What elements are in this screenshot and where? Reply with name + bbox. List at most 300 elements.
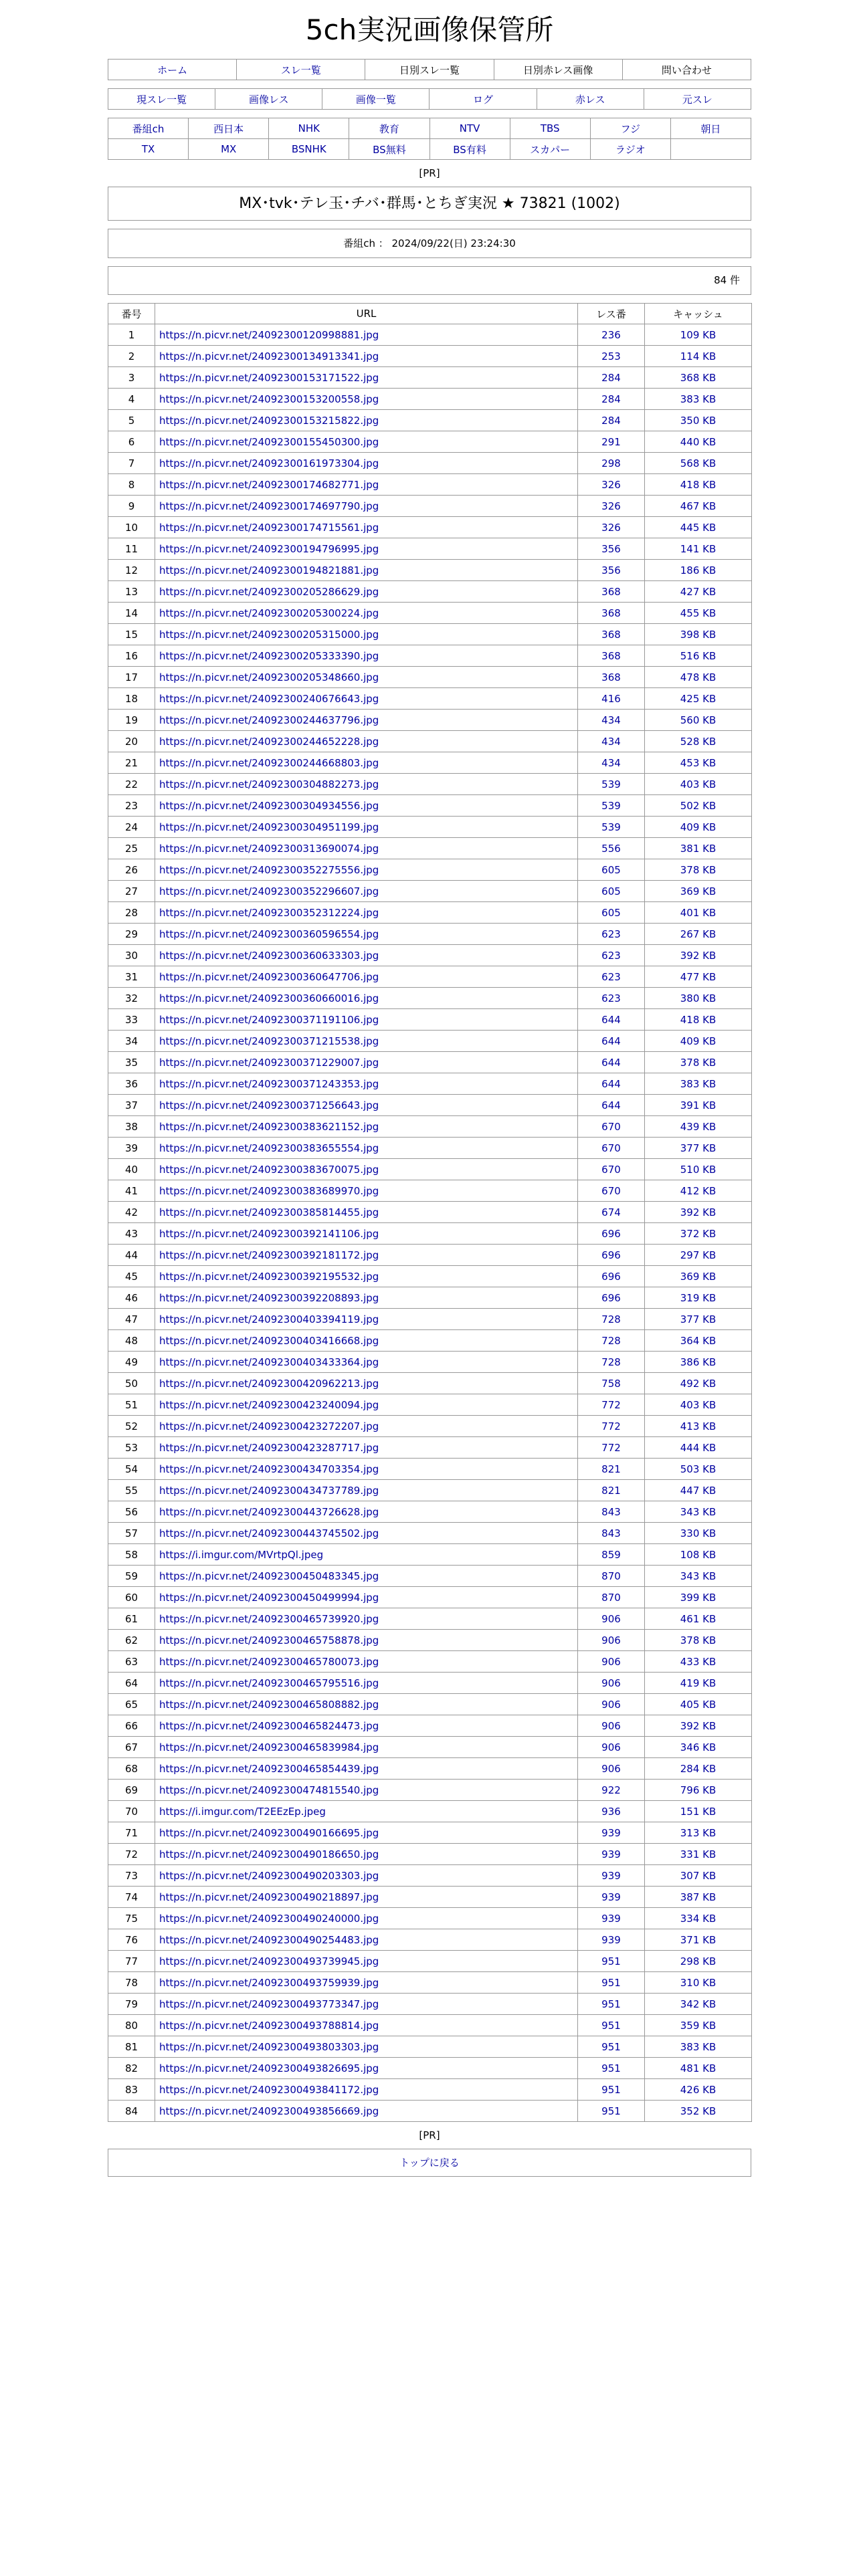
image-url-link[interactable]: https://n.picvr.net/24092300493759939.jpg <box>159 1976 379 1989</box>
channel-14-link[interactable]: スカパー <box>530 143 571 156</box>
res-number-link[interactable]: 951 <box>601 2040 621 2053</box>
channel-11-cell[interactable] <box>269 139 349 160</box>
res-number-link[interactable]: 434 <box>601 735 621 748</box>
image-url-link[interactable]: https://n.picvr.net/24092300493773347.jpg <box>159 1998 379 2010</box>
image-url-link[interactable]: https://n.picvr.net/24092300450499994.jpg <box>159 1591 379 1604</box>
channel-11-link[interactable]: BSNHK <box>291 143 326 155</box>
channel-8-cell[interactable] <box>670 118 751 139</box>
cache-link[interactable]: 453 KB <box>680 756 717 769</box>
image-url-link[interactable]: https://n.picvr.net/24092300371243353.jpg <box>159 1077 379 1090</box>
image-url-link[interactable]: https://n.picvr.net/24092300465854439.jpg <box>159 1762 379 1775</box>
image-url-link[interactable]: https://n.picvr.net/24092300423240094.jpg <box>159 1398 379 1411</box>
image-url-link[interactable]: https://n.picvr.net/24092300392208893.jpg <box>159 1291 379 1304</box>
cache-link[interactable]: 371 KB <box>680 1933 717 1946</box>
cache-link[interactable]: 447 KB <box>680 1484 717 1497</box>
channel-15-cell[interactable] <box>590 139 670 160</box>
res-number-link[interactable]: 623 <box>601 970 621 983</box>
cache-link[interactable]: 391 KB <box>680 1099 717 1111</box>
channel-4-link[interactable]: 教育 <box>379 122 399 135</box>
res-number-link[interactable]: 951 <box>601 2083 621 2096</box>
image-url-link[interactable]: https://n.picvr.net/24092300423287717.jpg <box>159 1441 379 1454</box>
image-url-link[interactable]: https://n.picvr.net/24092300385814455.jpg <box>159 1206 379 1218</box>
res-number-link[interactable]: 906 <box>601 1698 621 1711</box>
image-url-link[interactable]: https://n.picvr.net/24092300490186650.jpg <box>159 1848 379 1860</box>
image-url-link[interactable]: https://n.picvr.net/24092300205348660.jpg <box>159 671 379 683</box>
cache-link[interactable]: 151 KB <box>680 1805 717 1818</box>
cache-link[interactable]: 352 KB <box>680 2105 717 2117</box>
res-number-link[interactable]: 843 <box>601 1505 621 1518</box>
res-number-link[interactable]: 605 <box>601 906 621 919</box>
cache-link[interactable]: 307 KB <box>680 1869 717 1882</box>
res-number-link[interactable]: 906 <box>601 1762 621 1775</box>
cache-link[interactable]: 387 KB <box>680 1891 717 1903</box>
res-number-link[interactable]: 236 <box>601 328 621 341</box>
res-number-link[interactable]: 859 <box>601 1548 621 1561</box>
cache-link[interactable]: 401 KB <box>680 906 717 919</box>
image-url-link[interactable]: https://n.picvr.net/24092300403394119.jpg <box>159 1313 379 1325</box>
image-url-link[interactable]: https://n.picvr.net/24092300153200558.jpg <box>159 393 379 405</box>
image-url-link[interactable]: https://n.picvr.net/24092300174697790.jpg <box>159 500 379 512</box>
channel-4-cell[interactable] <box>349 118 430 139</box>
channel-3-cell[interactable] <box>269 118 349 139</box>
image-url-link[interactable]: https://n.picvr.net/24092300474815540.jpg <box>159 1784 379 1796</box>
image-url-link[interactable]: https://n.picvr.net/24092300360633303.jpg <box>159 949 379 962</box>
cache-link[interactable]: 516 KB <box>680 649 717 662</box>
nav-item-1-cell[interactable] <box>108 60 237 80</box>
thread-nav-item-4-cell[interactable] <box>430 89 537 110</box>
res-number-link[interactable]: 939 <box>601 1869 621 1882</box>
image-url-link[interactable]: https://n.picvr.net/24092300392141106.jpg <box>159 1227 379 1240</box>
channel-7-link[interactable]: フジ <box>620 122 641 135</box>
image-url-link[interactable]: https://n.picvr.net/24092300443726628.jpg <box>159 1505 379 1518</box>
image-url-link[interactable]: https://n.picvr.net/24092300434703354.jpg <box>159 1463 379 1475</box>
thread-nav-item-4-link[interactable]: ログ <box>473 93 494 106</box>
thread-nav-item-2-link[interactable]: 画像レス <box>248 93 289 106</box>
thread-nav-item-1-cell[interactable] <box>108 89 215 110</box>
channel-7-cell[interactable] <box>590 118 670 139</box>
res-number-link[interactable]: 674 <box>601 1206 621 1218</box>
channel-13-cell[interactable] <box>430 139 510 160</box>
res-number-link[interactable]: 939 <box>601 1848 621 1860</box>
res-number-link[interactable]: 696 <box>601 1270 621 1283</box>
cache-link[interactable]: 386 KB <box>680 1356 717 1368</box>
res-number-link[interactable]: 644 <box>601 1056 621 1069</box>
cache-link[interactable]: 346 KB <box>680 1741 717 1753</box>
cache-link[interactable]: 392 KB <box>680 949 717 962</box>
res-number-link[interactable]: 623 <box>601 992 621 1004</box>
cache-link[interactable]: 492 KB <box>680 1377 717 1390</box>
row-res-cell <box>578 1887 645 1908</box>
res-number-link[interactable]: 939 <box>601 1891 621 1903</box>
res-number-link[interactable]: 870 <box>601 1591 621 1604</box>
image-url-link[interactable]: https://n.picvr.net/24092300403416668.jpg <box>159 1334 379 1347</box>
image-url-link[interactable]: https://n.picvr.net/24092300450483345.jpg <box>159 1570 379 1582</box>
cache-link[interactable]: 426 KB <box>680 2083 717 2096</box>
res-number-link[interactable]: 623 <box>601 949 621 962</box>
res-number-link[interactable]: 951 <box>601 2105 621 2117</box>
res-number-link[interactable]: 284 <box>601 371 621 384</box>
res-number-link[interactable]: 922 <box>601 1784 621 1796</box>
cache-link[interactable]: 502 KB <box>680 799 717 812</box>
res-number-link[interactable]: 556 <box>601 842 621 855</box>
image-url-link[interactable]: https://n.picvr.net/24092300304934556.jpg <box>159 799 379 812</box>
thread-nav-item-5-link[interactable]: 赤レス <box>575 93 605 106</box>
cache-link[interactable]: 369 KB <box>680 885 717 897</box>
cache-link[interactable]: 343 KB <box>680 1505 717 1518</box>
cache-link[interactable]: 503 KB <box>680 1463 717 1475</box>
cache-link[interactable]: 403 KB <box>680 778 717 790</box>
image-url-link[interactable]: https://n.picvr.net/24092300205286629.jpg <box>159 585 379 598</box>
cache-link[interactable]: 331 KB <box>680 1848 717 1860</box>
cache-link[interactable]: 330 KB <box>680 1527 717 1539</box>
res-number-link[interactable]: 644 <box>601 1013 621 1026</box>
cache-link[interactable]: 419 KB <box>680 1677 717 1689</box>
res-number-link[interactable]: 284 <box>601 414 621 427</box>
cache-link[interactable]: 409 KB <box>680 1035 717 1047</box>
cache-link[interactable]: 377 KB <box>680 1313 717 1325</box>
res-number-link[interactable]: 772 <box>601 1398 621 1411</box>
channel-14-cell[interactable] <box>510 139 590 160</box>
nav-item-1-link[interactable]: ホーム <box>157 64 188 76</box>
cache-link[interactable]: 392 KB <box>680 1206 717 1218</box>
image-url-link[interactable]: https://n.picvr.net/24092300383621152.jpg <box>159 1120 379 1133</box>
image-url-link[interactable]: https://n.picvr.net/24092300153215822.jpg <box>159 414 379 427</box>
thread-nav-item-3-cell[interactable] <box>322 89 430 110</box>
image-url-link[interactable]: https://n.picvr.net/24092300352296607.jpg <box>159 885 379 897</box>
res-number-link[interactable]: 644 <box>601 1035 621 1047</box>
image-url-link[interactable]: https://n.picvr.net/24092300313690074.jpg <box>159 842 379 855</box>
cache-link[interactable]: 412 KB <box>680 1184 717 1197</box>
res-number-link[interactable]: 772 <box>601 1420 621 1432</box>
image-url-link[interactable]: https://n.picvr.net/24092300244652228.jpg <box>159 735 379 748</box>
res-number-link[interactable]: 696 <box>601 1249 621 1261</box>
cache-link[interactable]: 383 KB <box>680 2040 717 2053</box>
cache-link[interactable]: 568 KB <box>680 457 717 469</box>
image-url-link[interactable]: https://n.picvr.net/24092300371215538.jpg <box>159 1035 379 1047</box>
channel-1-cell[interactable] <box>108 118 189 139</box>
channel-8-link[interactable]: 朝日 <box>700 122 721 135</box>
cache-link[interactable]: 383 KB <box>680 1077 717 1090</box>
cache-link[interactable]: 114 KB <box>680 350 717 362</box>
cache-link[interactable]: 319 KB <box>680 1291 717 1304</box>
res-number-link[interactable]: 758 <box>601 1377 621 1390</box>
res-number-link[interactable]: 696 <box>601 1291 621 1304</box>
cache-link[interactable]: 528 KB <box>680 735 717 748</box>
res-number-link[interactable]: 951 <box>601 2062 621 2074</box>
image-url-link[interactable]: https://n.picvr.net/24092300174715561.jpg <box>159 521 379 534</box>
image-url-link[interactable]: https://n.picvr.net/24092300360596554.jpg <box>159 928 379 940</box>
image-url-link[interactable]: https://n.picvr.net/24092300205300224.jpg <box>159 607 379 619</box>
res-number-link[interactable]: 906 <box>601 1677 621 1689</box>
res-number-link[interactable]: 539 <box>601 821 621 833</box>
image-url-link[interactable]: https://n.picvr.net/24092300244668803.jpg <box>159 756 379 769</box>
res-number-link[interactable]: 670 <box>601 1184 621 1197</box>
image-url-link[interactable]: https://n.picvr.net/24092300493841172.jpg <box>159 2083 379 2096</box>
res-number-link[interactable]: 670 <box>601 1163 621 1176</box>
cache-link[interactable]: 378 KB <box>680 863 717 876</box>
cache-link[interactable]: 477 KB <box>680 970 717 983</box>
res-number-link[interactable]: 539 <box>601 778 621 790</box>
cache-link[interactable]: 445 KB <box>680 521 717 534</box>
image-url-link[interactable]: https://n.picvr.net/24092300493739945.jpg <box>159 1955 379 1967</box>
res-number-link[interactable]: 936 <box>601 1805 621 1818</box>
nav-item-2-cell[interactable] <box>237 60 365 80</box>
res-number-link[interactable]: 696 <box>601 1227 621 1240</box>
channel-6-cell[interactable] <box>510 118 590 139</box>
res-number-link[interactable]: 906 <box>601 1612 621 1625</box>
cache-link[interactable]: 425 KB <box>680 692 717 705</box>
image-url-link[interactable]: https://n.picvr.net/24092300371256643.jpg <box>159 1099 379 1111</box>
cache-link[interactable]: 267 KB <box>680 928 717 940</box>
image-url-link[interactable]: https://n.picvr.net/24092300423272207.jpg <box>159 1420 379 1432</box>
channel-9-cell[interactable] <box>108 139 189 160</box>
cache-link[interactable]: 560 KB <box>680 714 717 726</box>
res-number-link[interactable]: 326 <box>601 521 621 534</box>
cache-link[interactable]: 510 KB <box>680 1163 717 1176</box>
cache-link[interactable]: 334 KB <box>680 1912 717 1925</box>
res-number-link[interactable]: 368 <box>601 628 621 641</box>
image-url-link[interactable]: https://n.picvr.net/24092300304882273.jpg <box>159 778 379 790</box>
res-number-link[interactable]: 821 <box>601 1484 621 1497</box>
image-url-link[interactable]: https://n.picvr.net/24092300490166695.jpg <box>159 1826 379 1839</box>
image-url-link[interactable]: https://n.picvr.net/24092300161973304.jpg <box>159 457 379 469</box>
image-url-link[interactable]: https://n.picvr.net/24092300360647706.jpg <box>159 970 379 983</box>
cache-link[interactable]: 377 KB <box>680 1142 717 1154</box>
res-number-link[interactable]: 434 <box>601 756 621 769</box>
res-number-link[interactable]: 368 <box>601 607 621 619</box>
cache-link[interactable]: 378 KB <box>680 1056 717 1069</box>
cache-link[interactable]: 378 KB <box>680 1634 717 1646</box>
image-url-link[interactable]: https://n.picvr.net/24092300240676643.jpg <box>159 692 379 705</box>
cache-link[interactable]: 380 KB <box>680 992 717 1004</box>
res-number-link[interactable]: 326 <box>601 478 621 491</box>
image-url-link[interactable]: https://n.picvr.net/24092300420962213.jpg <box>159 1377 379 1390</box>
cache-link[interactable]: 478 KB <box>680 671 717 683</box>
image-url-link[interactable]: https://n.picvr.net/24092300465739920.jpg <box>159 1612 379 1625</box>
thread-nav-item-3-link[interactable]: 画像一覧 <box>355 93 396 106</box>
res-number-link[interactable]: 356 <box>601 564 621 576</box>
image-url-link[interactable]: https://n.picvr.net/24092300194821881.jpg <box>159 564 379 576</box>
channel-12-cell[interactable] <box>349 139 430 160</box>
res-number-link[interactable]: 951 <box>601 1998 621 2010</box>
thread-nav-item-6-cell[interactable] <box>644 89 751 110</box>
image-url-link[interactable]: https://n.picvr.net/24092300352275556.jpg <box>159 863 379 876</box>
thread-nav-item-2-cell[interactable] <box>215 89 322 110</box>
res-number-link[interactable]: 906 <box>601 1634 621 1646</box>
image-url-link[interactable]: https://n.picvr.net/24092300383689970.jpg <box>159 1184 379 1197</box>
res-number-link[interactable]: 821 <box>601 1463 621 1475</box>
res-number-link[interactable]: 356 <box>601 542 621 555</box>
res-number-link[interactable]: 728 <box>601 1334 621 1347</box>
res-number-link[interactable]: 368 <box>601 649 621 662</box>
cache-link[interactable]: 439 KB <box>680 1120 717 1133</box>
image-url-link[interactable]: https://n.picvr.net/24092300465824473.jpg <box>159 1719 379 1732</box>
cache-link[interactable]: 444 KB <box>680 1441 717 1454</box>
res-number-link[interactable]: 291 <box>601 435 621 448</box>
thread-nav-item-1-link[interactable]: 現スレ一覧 <box>136 93 187 106</box>
back-to-top-link[interactable]: トップに戻る <box>399 2157 460 2169</box>
image-url-link[interactable]: https://n.picvr.net/24092300465795516.jpg <box>159 1677 379 1689</box>
image-url-link[interactable]: https://n.picvr.net/24092300134913341.jpg <box>159 350 379 362</box>
image-url-link[interactable]: https://n.picvr.net/24092300120998881.jpg <box>159 328 379 341</box>
cache-link[interactable]: 403 KB <box>680 1398 717 1411</box>
cache-link[interactable]: 455 KB <box>680 607 717 619</box>
image-url-link[interactable]: https://n.picvr.net/24092300383670075.jpg <box>159 1163 379 1176</box>
cache-link[interactable]: 398 KB <box>680 628 717 641</box>
cache-link[interactable]: 392 KB <box>680 1719 717 1732</box>
channel-15-link[interactable]: ラジオ <box>615 143 646 156</box>
res-number-link[interactable]: 644 <box>601 1099 621 1111</box>
res-number-link[interactable]: 772 <box>601 1441 621 1454</box>
thread-nav-item-6-link[interactable]: 元スレ <box>682 93 712 106</box>
cache-link[interactable]: 310 KB <box>680 1976 717 1989</box>
cache-link[interactable]: 427 KB <box>680 585 717 598</box>
cache-link[interactable]: 368 KB <box>680 371 717 384</box>
channel-1-link[interactable]: 番組ch <box>132 122 165 135</box>
image-url-link[interactable]: https://n.picvr.net/24092300392181172.jpg <box>159 1249 379 1261</box>
image-url-link[interactable]: https://n.picvr.net/24092300493803303.jpg <box>159 2040 379 2053</box>
cache-link[interactable]: 399 KB <box>680 1591 717 1604</box>
cache-link[interactable]: 109 KB <box>680 328 717 341</box>
res-number-link[interactable]: 951 <box>601 1955 621 1967</box>
cache-link[interactable]: 313 KB <box>680 1826 717 1839</box>
res-number-link[interactable]: 298 <box>601 457 621 469</box>
image-url-link[interactable]: https://n.picvr.net/24092300443745502.jpg <box>159 1527 379 1539</box>
image-url-link[interactable]: https://n.picvr.net/24092300392195532.jpg <box>159 1270 379 1283</box>
res-number-link[interactable]: 870 <box>601 1570 621 1582</box>
res-number-link[interactable]: 539 <box>601 799 621 812</box>
image-url-link[interactable]: https://n.picvr.net/24092300465780073.jpg <box>159 1655 379 1668</box>
image-url-link[interactable]: https://n.picvr.net/24092300174682771.jpg <box>159 478 379 491</box>
channel-6-link[interactable]: TBS <box>540 122 560 134</box>
cache-link[interactable]: 796 KB <box>680 1784 717 1796</box>
res-number-link[interactable]: 623 <box>601 928 621 940</box>
image-url-link[interactable]: https://n.picvr.net/24092300434737789.jpg <box>159 1484 379 1497</box>
image-url-link[interactable]: https://n.picvr.net/24092300493826695.jpg <box>159 2062 379 2074</box>
image-url-link[interactable]: https://n.picvr.net/24092300490240000.jpg <box>159 1912 379 1925</box>
cache-link[interactable]: 343 KB <box>680 1570 717 1582</box>
res-number-link[interactable]: 906 <box>601 1719 621 1732</box>
image-url-link[interactable]: https://n.picvr.net/24092300360660016.jpg <box>159 992 379 1004</box>
cache-link[interactable]: 381 KB <box>680 842 717 855</box>
cache-link[interactable]: 298 KB <box>680 1955 717 1967</box>
res-number-link[interactable]: 284 <box>601 393 621 405</box>
res-number-link[interactable]: 939 <box>601 1912 621 1925</box>
cache-link[interactable]: 461 KB <box>680 1612 717 1625</box>
res-number-link[interactable]: 416 <box>601 692 621 705</box>
res-number-link[interactable]: 728 <box>601 1356 621 1368</box>
channel-2-cell[interactable] <box>189 118 269 139</box>
res-number-link[interactable]: 843 <box>601 1527 621 1539</box>
cache-link[interactable]: 359 KB <box>680 2019 717 2032</box>
image-url-link[interactable]: https://n.picvr.net/24092300493856669.jpg <box>159 2105 379 2117</box>
image-url-link[interactable]: https://n.picvr.net/24092300244637796.jpg <box>159 714 379 726</box>
nav-item-2-link[interactable]: スレ一覧 <box>280 64 321 76</box>
channel-9-link[interactable]: TX <box>141 143 155 155</box>
cache-link[interactable]: 383 KB <box>680 393 717 405</box>
cache-link[interactable]: 372 KB <box>680 1227 717 1240</box>
image-url-link[interactable]: https://n.picvr.net/24092300304951199.jpg <box>159 821 379 833</box>
image-url-link[interactable]: https://n.picvr.net/24092300352312224.jpg <box>159 906 379 919</box>
cache-link[interactable]: 405 KB <box>680 1698 717 1711</box>
res-number-link[interactable]: 326 <box>601 500 621 512</box>
cache-link[interactable]: 418 KB <box>680 478 717 491</box>
res-number-link[interactable]: 605 <box>601 863 621 876</box>
image-url-link[interactable]: https://n.picvr.net/24092300465839984.jpg <box>159 1741 379 1753</box>
channel-10-cell[interactable] <box>189 139 269 160</box>
res-number-link[interactable]: 906 <box>601 1655 621 1668</box>
image-url-link[interactable]: https://n.picvr.net/24092300205315000.jpg <box>159 628 379 641</box>
cache-link[interactable]: 481 KB <box>680 2062 717 2074</box>
channel-2-link[interactable]: 西日本 <box>213 122 244 135</box>
cache-link[interactable]: 418 KB <box>680 1013 717 1026</box>
channel-3-link[interactable]: NHK <box>298 122 320 134</box>
res-number-link[interactable]: 728 <box>601 1313 621 1325</box>
channel-5-cell[interactable] <box>430 118 510 139</box>
image-url-link[interactable]: https://n.picvr.net/24092300465758878.jpg <box>159 1634 379 1646</box>
image-url-link[interactable]: https://n.picvr.net/24092300403433364.jpg <box>159 1356 379 1368</box>
image-url-link[interactable]: https://n.picvr.net/24092300493788814.jpg <box>159 2019 379 2032</box>
image-url-link[interactable]: https://n.picvr.net/24092300490254483.jpg <box>159 1933 379 1946</box>
res-number-link[interactable]: 670 <box>601 1120 621 1133</box>
image-url-link[interactable]: https://n.picvr.net/24092300194796995.jpg <box>159 542 379 555</box>
image-url-link[interactable]: https://n.picvr.net/24092300205333390.jpg <box>159 649 379 662</box>
res-number-link[interactable]: 906 <box>601 1741 621 1753</box>
cache-link[interactable]: 369 KB <box>680 1270 717 1283</box>
res-number-link[interactable]: 368 <box>601 671 621 683</box>
res-number-link[interactable]: 253 <box>601 350 621 362</box>
cache-link[interactable]: 297 KB <box>680 1249 717 1261</box>
channel-10-link[interactable]: MX <box>221 143 237 155</box>
channel-5-link[interactable]: NTV <box>459 122 480 134</box>
image-url-link[interactable]: https://n.picvr.net/24092300371229007.jpg <box>159 1056 379 1069</box>
cache-link[interactable]: 413 KB <box>680 1420 717 1432</box>
thread-nav-item-5-cell[interactable] <box>537 89 644 110</box>
image-url-link[interactable]: https://n.picvr.net/24092300155450300.jpg <box>159 435 379 448</box>
channel-12-link[interactable]: BS無料 <box>373 143 406 156</box>
res-number-link[interactable]: 434 <box>601 714 621 726</box>
cache-link[interactable]: 433 KB <box>680 1655 717 1668</box>
res-number-link[interactable]: 939 <box>601 1826 621 1839</box>
res-number-link[interactable]: 605 <box>601 885 621 897</box>
res-number-link[interactable]: 368 <box>601 585 621 598</box>
image-url-link[interactable]: https://n.picvr.net/24092300465808882.jpg <box>159 1698 379 1711</box>
res-number-link[interactable]: 951 <box>601 1976 621 1989</box>
cache-link[interactable]: 440 KB <box>680 435 717 448</box>
image-url-link[interactable]: https://n.picvr.net/24092300371191106.jpg <box>159 1013 379 1026</box>
channel-13-link[interactable]: BS有料 <box>453 143 486 156</box>
cache-link[interactable]: 409 KB <box>680 821 717 833</box>
cache-link[interactable]: 350 KB <box>680 414 717 427</box>
cache-link[interactable]: 467 KB <box>680 500 717 512</box>
cache-link[interactable]: 364 KB <box>680 1334 717 1347</box>
image-url-link[interactable]: https://n.picvr.net/24092300490203303.jpg <box>159 1869 379 1882</box>
res-number-link[interactable]: 951 <box>601 2019 621 2032</box>
cache-link[interactable]: 284 KB <box>680 1762 717 1775</box>
cache-link[interactable]: 342 KB <box>680 1998 717 2010</box>
image-url-link[interactable]: https://n.picvr.net/24092300153171522.jpg <box>159 371 379 384</box>
res-number-link[interactable]: 644 <box>601 1077 621 1090</box>
image-url-link[interactable]: https://i.imgur.com/T2EEzEp.jpeg <box>159 1805 326 1818</box>
cache-link[interactable]: 186 KB <box>680 564 717 576</box>
image-url-link[interactable]: https://i.imgur.com/MVrtpQl.jpeg <box>159 1548 324 1561</box>
res-number-link[interactable]: 939 <box>601 1933 621 1946</box>
image-url-link[interactable]: https://n.picvr.net/24092300490218897.jpg <box>159 1891 379 1903</box>
res-number-link[interactable]: 670 <box>601 1142 621 1154</box>
cache-link[interactable]: 141 KB <box>680 542 717 555</box>
image-url-link[interactable]: https://n.picvr.net/24092300383655554.jpg <box>159 1142 379 1154</box>
cache-link[interactable]: 108 KB <box>680 1548 717 1561</box>
